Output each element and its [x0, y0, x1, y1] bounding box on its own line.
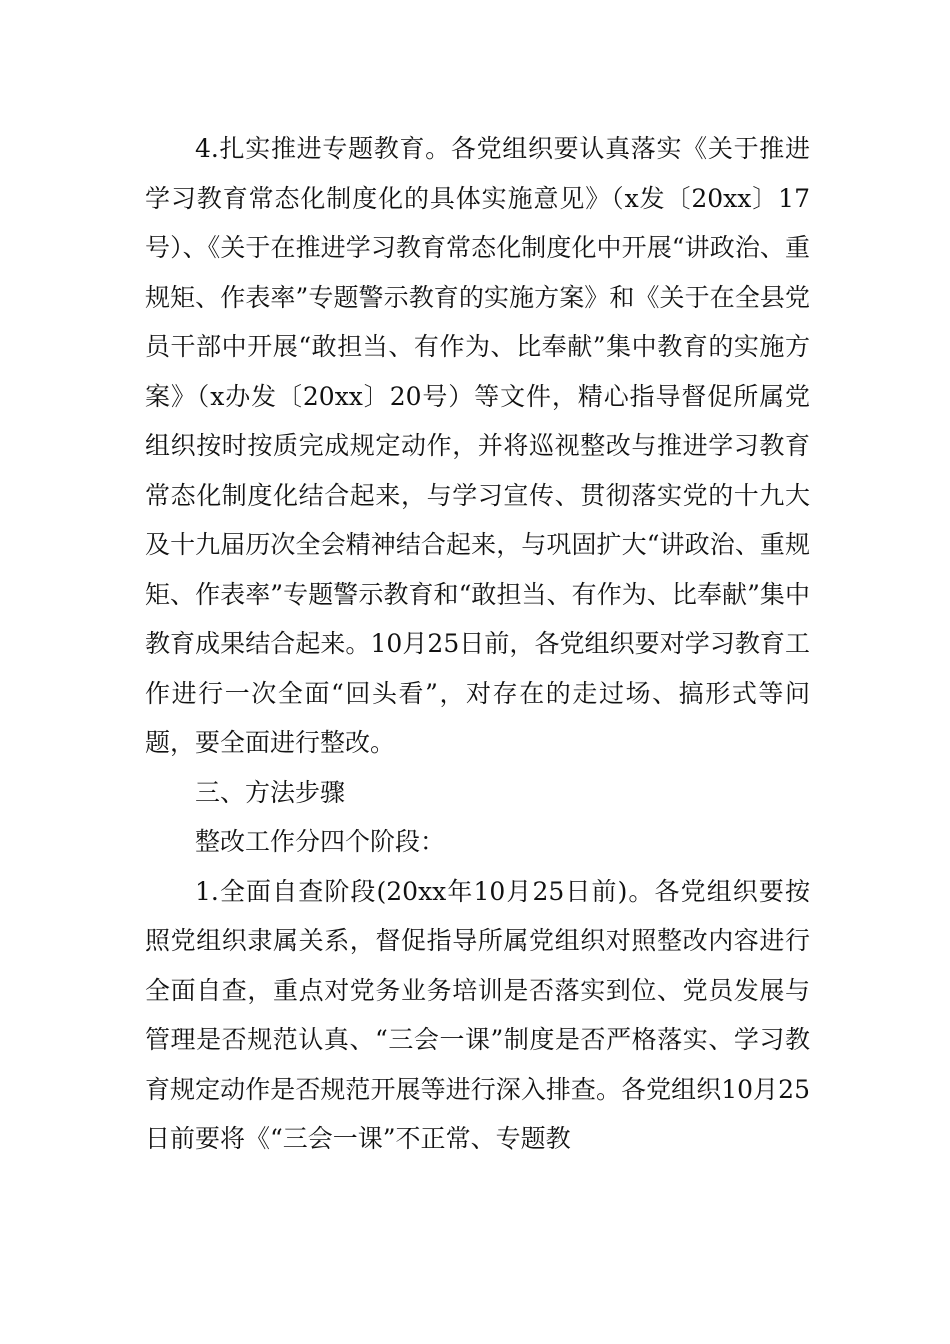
paragraph-self-check-stage: 1.全面自查阶段(20xx年10月25日前)。各党组织要按照党组织隶属关系，督促指导所属党组织对照整改内容进行全面自查，重点对党务业务培训是否落实到位、党员发展与管理是否规范认真、“三会一课”制度是否严格落实、学习教育规定动作是否规范开展等进行深入排查。各党组织10月25日前要将《“三会一课”不正常、专题教: [145, 876, 810, 1153]
document-body: [145, 124, 810, 1164]
paragraph-special-education: 4.扎实推进专题教育。各党组织要认真落实《关于推进学习教育常态化制度化的具体实施意见》（x发〔20xx〕17号）、《关于在推进学习教育常态化制度化中开展“讲政治、重规矩、作表率”专题警示教育的实施方案》和《关于在全县党员干部中开展“敢担当、有作为、比奉献”集中教育的实施方案》（x办发〔20xx〕20号）等文件，精心指导督促所属党组织按时按质完成规定动作，并将巡视整改与推进学习教育常态化制度化结合起来，与学习宣传、贯彻落实党的十九大及十九届历次全会精神结合起来，与巩固扩大“讲政治、重规矩、作表率”专题警示教育和“敢担当、有作为、比奉献”集中教育成果结合起来。10月25日前，各党组织要对学习教育工作进行一次全面“回头看”，对存在的走过场、搞形式等问题，要全面进行整改。: [145, 134, 810, 757]
section-heading-methods: 三、方法步骤: [195, 777, 346, 807]
paragraph-stages-intro: 整改工作分四个阶段：: [195, 827, 446, 856]
